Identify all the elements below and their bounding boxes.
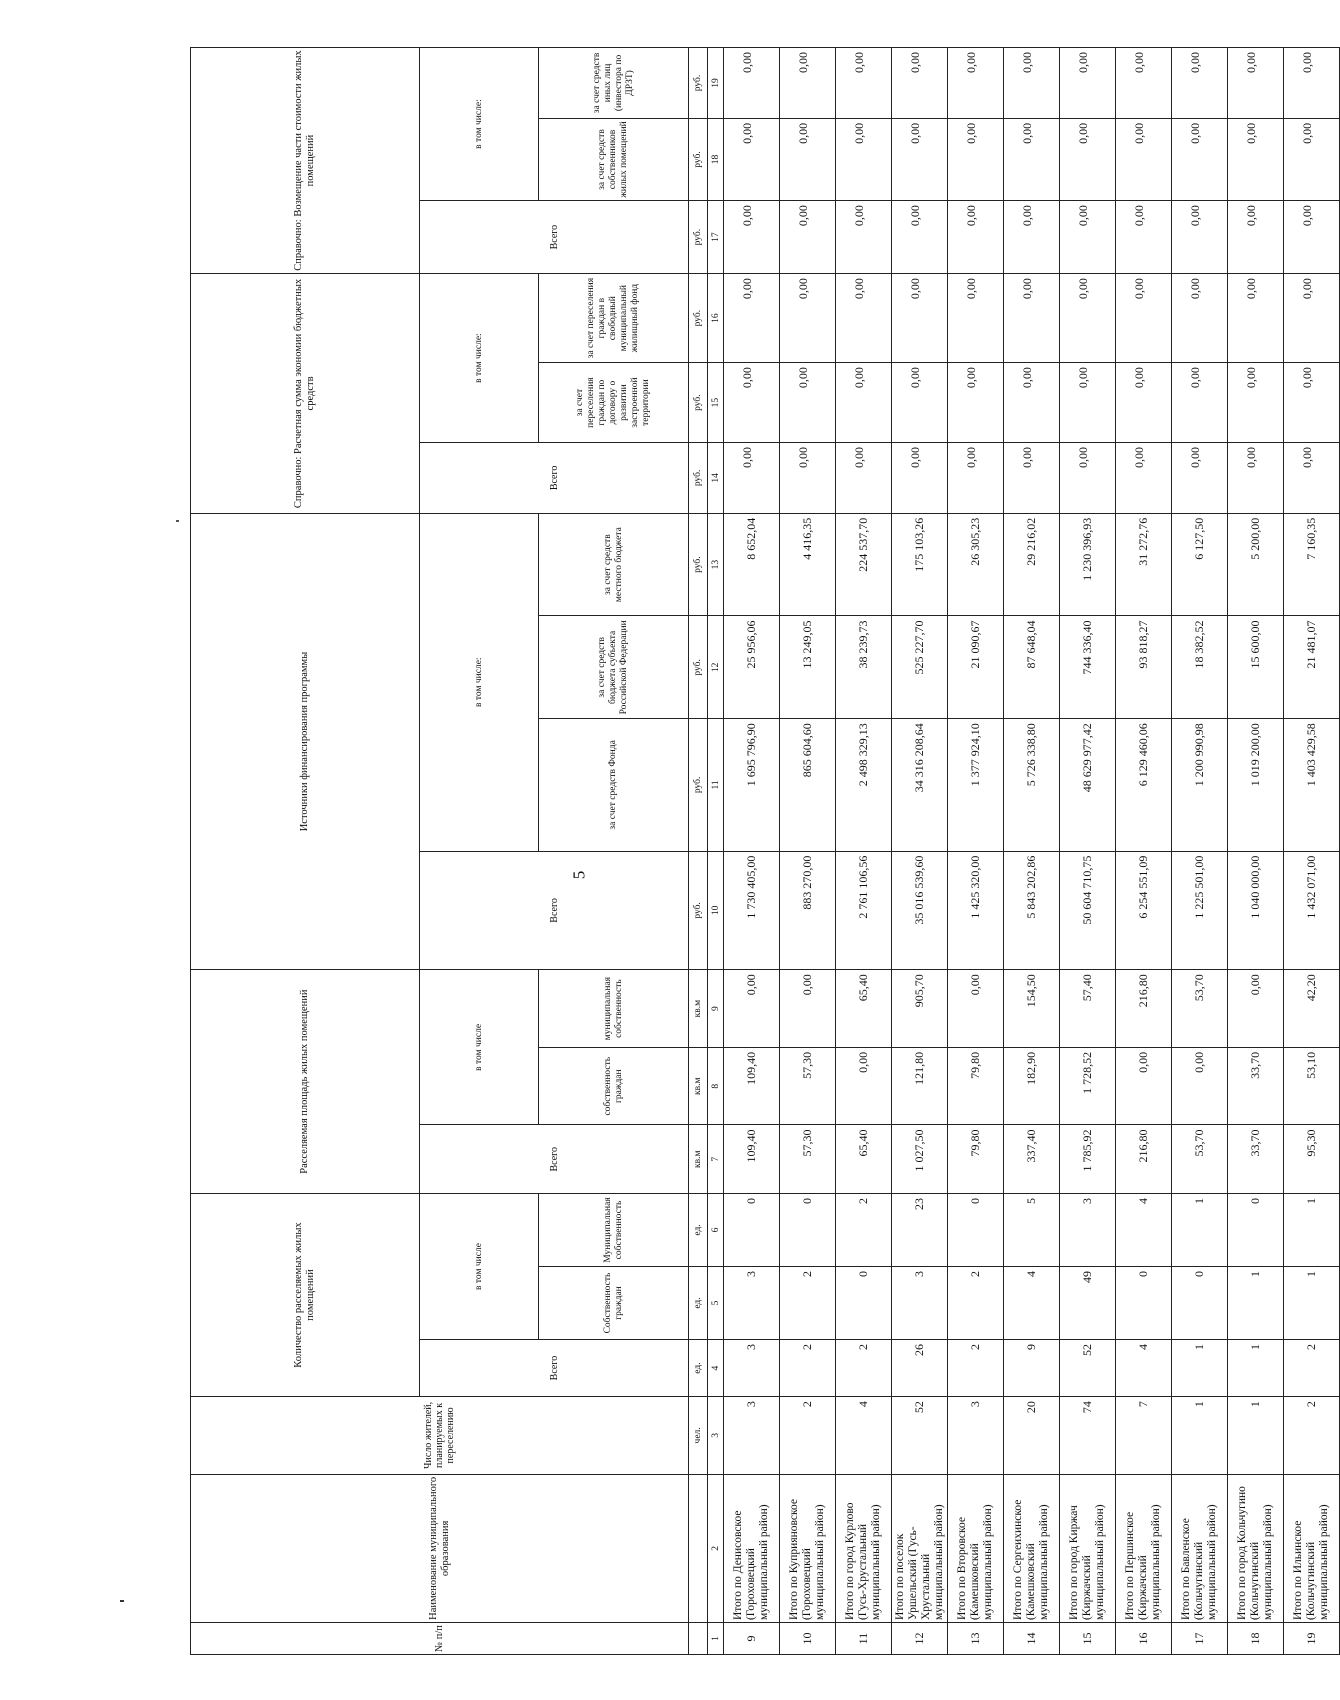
mo-name-cell: Итого по Второвское (Камешковский муниципальный район) (948, 1474, 1004, 1622)
value-cell: 0,00 (1116, 118, 1172, 200)
value-cell: 38 239,73 (836, 616, 892, 719)
value-cell: 0,00 (1228, 363, 1284, 443)
value-cell: 2 761 106,56 (836, 851, 892, 970)
value-cell: 52 (892, 1397, 948, 1475)
value-cell: 6 127,50 (1172, 513, 1228, 616)
value-cell: 1 695 796,90 (724, 719, 780, 851)
header-own-citizens-area: собственность граждан (539, 1047, 689, 1125)
value-cell: 1 (1284, 1267, 1340, 1340)
table-row (1228, 48, 1284, 1655)
value-cell: 0,00 (1116, 48, 1172, 119)
row-number: 15 (1060, 1623, 1116, 1655)
value-cell: 0,00 (1284, 443, 1340, 514)
value-cell: 0,00 (1228, 48, 1284, 119)
value-cell: 2 (1284, 1340, 1340, 1397)
value-cell: 9 (1004, 1340, 1060, 1397)
row-number: 16 (1116, 1623, 1172, 1655)
value-cell: 0,00 (948, 118, 1004, 200)
value-cell: 0,00 (1116, 201, 1172, 274)
value-cell: 0,00 (1172, 48, 1228, 119)
header-own-citizens-qty: Собственность граждан (539, 1267, 689, 1340)
value-cell: 42,20 (1284, 970, 1340, 1048)
value-cell: 23 (892, 1193, 948, 1266)
header-qty-total: Всего (420, 1340, 689, 1397)
column-index-cell: 12 (708, 616, 724, 719)
value-cell: 0,00 (948, 274, 1004, 363)
value-cell: 0,00 (836, 118, 892, 200)
value-cell: 0 (1116, 1267, 1172, 1340)
header-refund-incl: в том числе: (420, 48, 539, 201)
header-mo-name: Наименование муниципального образования (191, 1474, 689, 1622)
column-index-cell: 10 (708, 851, 724, 970)
unit-cell: ед. (689, 1193, 708, 1266)
value-cell: 0,00 (1172, 443, 1228, 514)
table-row (1116, 48, 1172, 1655)
value-cell: 224 537,70 (836, 513, 892, 616)
header-mun-own-qty: Муниципальная собственность (539, 1193, 689, 1266)
value-cell: 48 629 977,42 (1060, 719, 1116, 851)
unit-cell: руб. (689, 616, 708, 719)
unit-cell: руб. (689, 274, 708, 363)
unit-cell: ед. (689, 1340, 708, 1397)
unit-cell: чел. (689, 1397, 708, 1475)
value-cell: 905,70 (892, 970, 948, 1048)
value-cell: 0,00 (892, 201, 948, 274)
unit-cell: руб. (689, 118, 708, 200)
unit-cell: руб. (689, 363, 708, 443)
header-save-free: за счет переселения граждан в свободный муниципальный жилищный фонд (539, 274, 689, 363)
header-mun-own-area: муниципальная собственность (539, 970, 689, 1048)
value-cell: 0,00 (724, 118, 780, 200)
value-cell: 121,80 (892, 1047, 948, 1125)
column-index-cell: 3 (708, 1397, 724, 1475)
value-cell: 35 016 539,60 (892, 851, 948, 970)
value-cell: 216,80 (1116, 970, 1172, 1048)
value-cell: 2 (1284, 1397, 1340, 1475)
value-cell: 0,00 (1284, 274, 1340, 363)
mo-name-cell: Итого по Сергеихинское (Камешковский муниципальный район) (1004, 1474, 1060, 1622)
value-cell: 29 216,02 (1004, 513, 1060, 616)
value-cell: 1 200 990,98 (1172, 719, 1228, 851)
row-number: 19 (1284, 1623, 1340, 1655)
value-cell: 6 129 460,06 (1116, 719, 1172, 851)
column-index-cell: 7 (708, 1125, 724, 1193)
value-cell: 2 (780, 1397, 836, 1475)
value-cell: 109,40 (724, 1125, 780, 1193)
value-cell: 0,00 (1172, 118, 1228, 200)
value-cell: 65,40 (836, 1125, 892, 1193)
value-cell: 34 316 208,64 (892, 719, 948, 851)
value-cell: 5 843 202,86 (1004, 851, 1060, 970)
value-cell: 0,00 (1172, 274, 1228, 363)
value-cell: 31 272,76 (1116, 513, 1172, 616)
value-cell: 0,00 (724, 363, 780, 443)
value-cell: 7 160,35 (1284, 513, 1340, 616)
header-qty-incl: в том числе (420, 1193, 539, 1339)
value-cell: 4 416,35 (780, 513, 836, 616)
row-number: 10 (780, 1623, 836, 1655)
table-row (892, 48, 948, 1655)
value-cell: 4 (836, 1397, 892, 1475)
column-index-cell: 4 (708, 1340, 724, 1397)
value-cell: 4 (1116, 1193, 1172, 1266)
value-cell: 87 648,04 (1004, 616, 1060, 719)
value-cell: 0,00 (948, 48, 1004, 119)
value-cell: 1 230 396,93 (1060, 513, 1116, 616)
value-cell: 93 818,27 (1116, 616, 1172, 719)
column-index-cell: 9 (708, 970, 724, 1048)
value-cell: 0,00 (724, 274, 780, 363)
value-cell: 1 (1228, 1340, 1284, 1397)
value-cell: 0,00 (836, 363, 892, 443)
unit-cell: кв.м (689, 1047, 708, 1125)
value-cell: 0,00 (1116, 443, 1172, 514)
value-cell: 1 432 071,00 (1284, 851, 1340, 970)
header-residents: Число жителей, планируемых к переселению (191, 1397, 689, 1475)
mo-name-cell: Итого по город Киржач (Киржачский муниципальный район) (1060, 1474, 1116, 1622)
value-cell: 0,00 (1004, 48, 1060, 119)
header-area-incl: в том числе (420, 970, 539, 1125)
value-cell: 2 (948, 1340, 1004, 1397)
row-number: 17 (1172, 1623, 1228, 1655)
value-cell: 0,00 (724, 970, 780, 1048)
value-cell: 74 (1060, 1397, 1116, 1475)
value-cell: 0,00 (780, 970, 836, 1048)
value-cell: 0,00 (1172, 201, 1228, 274)
table-row (1172, 48, 1228, 1655)
mo-name-cell: Итого по Бавленское (Кольчугинский муниципальный район) (1172, 1474, 1228, 1622)
value-cell: 0,00 (1004, 118, 1060, 200)
value-cell: 1 (1172, 1193, 1228, 1266)
value-cell: 3 (948, 1397, 1004, 1475)
value-cell: 57,30 (780, 1125, 836, 1193)
value-cell: 744 336,40 (1060, 616, 1116, 719)
index-row (708, 48, 724, 1655)
value-cell: 1 (1172, 1397, 1228, 1475)
table-row (780, 48, 836, 1655)
value-cell: 337,40 (1004, 1125, 1060, 1193)
header-refund-group: Справочно: Возмещение части стоимости жилых помещений (191, 48, 420, 274)
value-cell: 0,00 (780, 443, 836, 514)
value-cell: 0,00 (948, 201, 1004, 274)
header-area-group: Расселяемая площадь жилых помещений (191, 970, 420, 1194)
value-cell: 1 730 405,00 (724, 851, 780, 970)
value-cell: 0 (948, 1193, 1004, 1266)
value-cell: 0,00 (1060, 201, 1116, 274)
table-row (724, 48, 780, 1655)
value-cell: 4 (1004, 1267, 1060, 1340)
value-cell: 0 (836, 1267, 892, 1340)
value-cell: 3 (724, 1340, 780, 1397)
value-cell: 0,00 (1284, 201, 1340, 274)
row-number: 13 (948, 1623, 1004, 1655)
value-cell: 0,00 (1284, 48, 1340, 119)
column-index-cell: 15 (708, 363, 724, 443)
value-cell: 0,00 (892, 363, 948, 443)
units-blank (689, 1474, 708, 1622)
value-cell: 5 726 338,80 (1004, 719, 1060, 851)
value-cell: 95,30 (1284, 1125, 1340, 1193)
value-cell: 57,30 (780, 1047, 836, 1125)
value-cell: 0,00 (1004, 363, 1060, 443)
value-cell: 33,70 (1228, 1125, 1284, 1193)
unit-cell: кв.м (689, 1125, 708, 1193)
value-cell: 0,00 (948, 363, 1004, 443)
value-cell: 0,00 (780, 118, 836, 200)
value-cell: 1 (1228, 1397, 1284, 1475)
units-row (689, 48, 708, 1655)
table-row (1060, 48, 1116, 1655)
value-cell: 0,00 (1060, 363, 1116, 443)
value-cell: 15 600,00 (1228, 616, 1284, 719)
value-cell: 53,70 (1172, 1125, 1228, 1193)
value-cell: 1 377 924,10 (948, 719, 1004, 851)
unit-cell: руб. (689, 48, 708, 119)
table-row (1004, 48, 1060, 1655)
value-cell: 0 (1228, 1193, 1284, 1266)
value-cell: 57,40 (1060, 970, 1116, 1048)
value-cell: 0,00 (780, 363, 836, 443)
header-fin-total: Всего (420, 851, 689, 970)
value-cell: 25 956,06 (724, 616, 780, 719)
header-savings-total: Всего (420, 443, 689, 514)
value-cell: 49 (1060, 1267, 1116, 1340)
value-cell: 175 103,26 (892, 513, 948, 616)
column-index-cell: 8 (708, 1047, 724, 1125)
mo-name-cell: Итого по город Кольчугино (Кольчугинский муниципальный район) (1228, 1474, 1284, 1622)
value-cell: 2 (948, 1267, 1004, 1340)
column-index-cell: 11 (708, 719, 724, 851)
value-cell: 0,00 (1172, 363, 1228, 443)
value-cell: 154,50 (1004, 970, 1060, 1048)
value-cell: 0,00 (892, 118, 948, 200)
value-cell: 0,00 (836, 48, 892, 119)
row-number: 12 (892, 1623, 948, 1655)
value-cell: 4 (1116, 1340, 1172, 1397)
value-cell: 0,00 (836, 443, 892, 514)
value-cell: 7 (1116, 1397, 1172, 1475)
value-cell: 0,00 (948, 443, 1004, 514)
value-cell: 0,00 (1228, 118, 1284, 200)
value-cell: 21 481,07 (1284, 616, 1340, 719)
header-ref-others: за счет средств иных лиц (инвестора по ДРЗТ) (539, 48, 689, 119)
mo-name-cell: Итого по поселок Уршельский (Гусь-Хрустальный муниципальный район) (892, 1474, 948, 1622)
value-cell: 18 382,52 (1172, 616, 1228, 719)
value-cell: 1 040 000,00 (1228, 851, 1284, 970)
value-cell: 0,00 (836, 274, 892, 363)
value-cell: 1 (1284, 1193, 1340, 1266)
value-cell: 1 425 320,00 (948, 851, 1004, 970)
value-cell: 2 (836, 1193, 892, 1266)
unit-cell: руб. (689, 443, 708, 514)
value-cell: 2 (836, 1340, 892, 1397)
value-cell: 65,40 (836, 970, 892, 1048)
table-row (836, 48, 892, 1655)
value-cell: 0,00 (724, 443, 780, 514)
mo-name-cell: Итого по город Курлово (Гусь-Хрустальный муниципальный район) (836, 1474, 892, 1622)
value-cell: 0,00 (1060, 118, 1116, 200)
column-index-cell: 18 (708, 118, 724, 200)
value-cell: 1 019 200,00 (1228, 719, 1284, 851)
value-cell: 26 (892, 1340, 948, 1397)
row-number: 11 (836, 1623, 892, 1655)
header-fin-incl: в том числе: (420, 513, 539, 851)
value-cell: 1 (1172, 1340, 1228, 1397)
value-cell: 0 (724, 1193, 780, 1266)
value-cell: 1 785,92 (1060, 1125, 1116, 1193)
value-cell: 6 254 551,09 (1116, 851, 1172, 970)
value-cell: 1 403 429,58 (1284, 719, 1340, 851)
header-refund-total: Всего (420, 201, 689, 274)
value-cell: 0,00 (1284, 363, 1340, 443)
table-row (1284, 48, 1340, 1655)
value-cell: 1 027,50 (892, 1125, 948, 1193)
value-cell: 8 652,04 (724, 513, 780, 616)
value-cell: 0,00 (1060, 48, 1116, 119)
header-row-no: № п/п (191, 1623, 689, 1655)
value-cell: 1 225 501,00 (1172, 851, 1228, 970)
row-number: 9 (724, 1623, 780, 1655)
page-number: 5 (569, 870, 589, 880)
value-cell: 0,00 (1172, 1047, 1228, 1125)
column-index-cell: 1 (708, 1623, 724, 1655)
header-row-1 (191, 48, 420, 1655)
value-cell: 0,00 (836, 1047, 892, 1125)
value-cell: 2 498 329,13 (836, 719, 892, 851)
value-cell: 3 (724, 1397, 780, 1475)
header-savings-incl: в том числе: (420, 274, 539, 443)
value-cell: 0,00 (1060, 274, 1116, 363)
value-cell: 2 (780, 1340, 836, 1397)
value-cell: 5 (1004, 1193, 1060, 1266)
table-row (948, 48, 1004, 1655)
unit-cell: кв.м (689, 970, 708, 1048)
column-index-cell: 5 (708, 1267, 724, 1340)
row-number: 14 (1004, 1623, 1060, 1655)
value-cell: 1 (1228, 1267, 1284, 1340)
unit-cell: руб. (689, 851, 708, 970)
unit-cell: ед. (689, 1267, 708, 1340)
value-cell: 0,00 (724, 201, 780, 274)
column-index-cell: 14 (708, 443, 724, 514)
resettlement-table (190, 47, 1340, 1655)
value-cell: 865 604,60 (780, 719, 836, 851)
value-cell: 0,00 (1116, 1047, 1172, 1125)
header-qty-group: Количество расселяемых жилых помещений (191, 1193, 420, 1396)
value-cell: 50 604 710,75 (1060, 851, 1116, 970)
value-cell: 2 (780, 1267, 836, 1340)
value-cell: 0,00 (1284, 118, 1340, 200)
value-cell: 0,00 (780, 201, 836, 274)
header-ref-owners: за счет средств собственников жилых помещений (539, 118, 689, 200)
mo-name-cell: Итого по Денисовское (Гороховецкий муниципальный район) (724, 1474, 780, 1622)
scan-mark (176, 520, 179, 522)
units-blank (689, 1623, 708, 1655)
value-cell: 79,80 (948, 1125, 1004, 1193)
value-cell: 0,00 (948, 970, 1004, 1048)
value-cell: 0,00 (724, 48, 780, 119)
value-cell: 0,00 (1060, 443, 1116, 514)
value-cell: 0,00 (836, 201, 892, 274)
row-number: 18 (1228, 1623, 1284, 1655)
header-savings-group: Справочно: Расчетная сумма экономии бюджетных средств (191, 274, 420, 514)
mo-name-cell: Итого по Ильинское (Кольчугинский муниципальный район) (1284, 1474, 1340, 1622)
value-cell: 1 728,52 (1060, 1047, 1116, 1125)
column-index-cell: 19 (708, 48, 724, 119)
value-cell: 20 (1004, 1397, 1060, 1475)
value-cell: 79,80 (948, 1047, 1004, 1125)
value-cell: 525 227,70 (892, 616, 948, 719)
mo-name-cell: Итого по Першинское (Киржачский муниципальный район) (1116, 1474, 1172, 1622)
value-cell: 52 (1060, 1340, 1116, 1397)
value-cell: 0,00 (1228, 443, 1284, 514)
value-cell: 3 (892, 1267, 948, 1340)
header-local-budget: за счет средств местного бюджета (539, 513, 689, 616)
value-cell: 0,00 (892, 274, 948, 363)
unit-cell: руб. (689, 719, 708, 851)
value-cell: 53,70 (1172, 970, 1228, 1048)
value-cell: 0,00 (1228, 201, 1284, 274)
mo-name-cell: Итого по Куприяновское (Гороховецкий муниципальный район) (780, 1474, 836, 1622)
value-cell: 0,00 (1116, 363, 1172, 443)
value-cell: 109,40 (724, 1047, 780, 1125)
header-area-total: Всего (420, 1125, 689, 1193)
value-cell: 0 (1172, 1267, 1228, 1340)
value-cell: 0,00 (892, 443, 948, 514)
value-cell: 0,00 (892, 48, 948, 119)
value-cell: 33,70 (1228, 1047, 1284, 1125)
value-cell: 3 (724, 1267, 780, 1340)
header-save-dev: за счет переселения граждан по договору о развитии застроенной территории (539, 363, 689, 443)
value-cell: 5 200,00 (1228, 513, 1284, 616)
value-cell: 21 090,67 (948, 616, 1004, 719)
value-cell: 0,00 (780, 274, 836, 363)
value-cell: 13 249,05 (780, 616, 836, 719)
scan-mark (120, 1600, 124, 1602)
header-fin-group: Источники финансирования программы (191, 513, 420, 969)
header-fund: за счет средств Фонда (539, 719, 689, 851)
value-cell: 883 270,00 (780, 851, 836, 970)
column-index-cell: 6 (708, 1193, 724, 1266)
value-cell: 0,00 (1228, 970, 1284, 1048)
value-cell: 0,00 (780, 48, 836, 119)
value-cell: 0,00 (1004, 443, 1060, 514)
column-index-cell: 17 (708, 201, 724, 274)
value-cell: 3 (1060, 1193, 1116, 1266)
column-index-cell: 13 (708, 513, 724, 616)
value-cell: 53,10 (1284, 1047, 1340, 1125)
value-cell: 216,80 (1116, 1125, 1172, 1193)
value-cell: 0,00 (1004, 274, 1060, 363)
rotated-table-wrapper (190, 47, 1340, 1655)
value-cell: 0,00 (1116, 274, 1172, 363)
value-cell: 0,00 (1004, 201, 1060, 274)
value-cell: 0 (780, 1193, 836, 1266)
unit-cell: руб. (689, 513, 708, 616)
value-cell: 0,00 (1228, 274, 1284, 363)
header-subject-budget: за счет средств бюджета субъекта Российской Федерации (539, 616, 689, 719)
column-index-cell: 2 (708, 1474, 724, 1622)
value-cell: 182,90 (1004, 1047, 1060, 1125)
unit-cell: руб. (689, 201, 708, 274)
column-index-cell: 16 (708, 274, 724, 363)
value-cell: 26 305,23 (948, 513, 1004, 616)
